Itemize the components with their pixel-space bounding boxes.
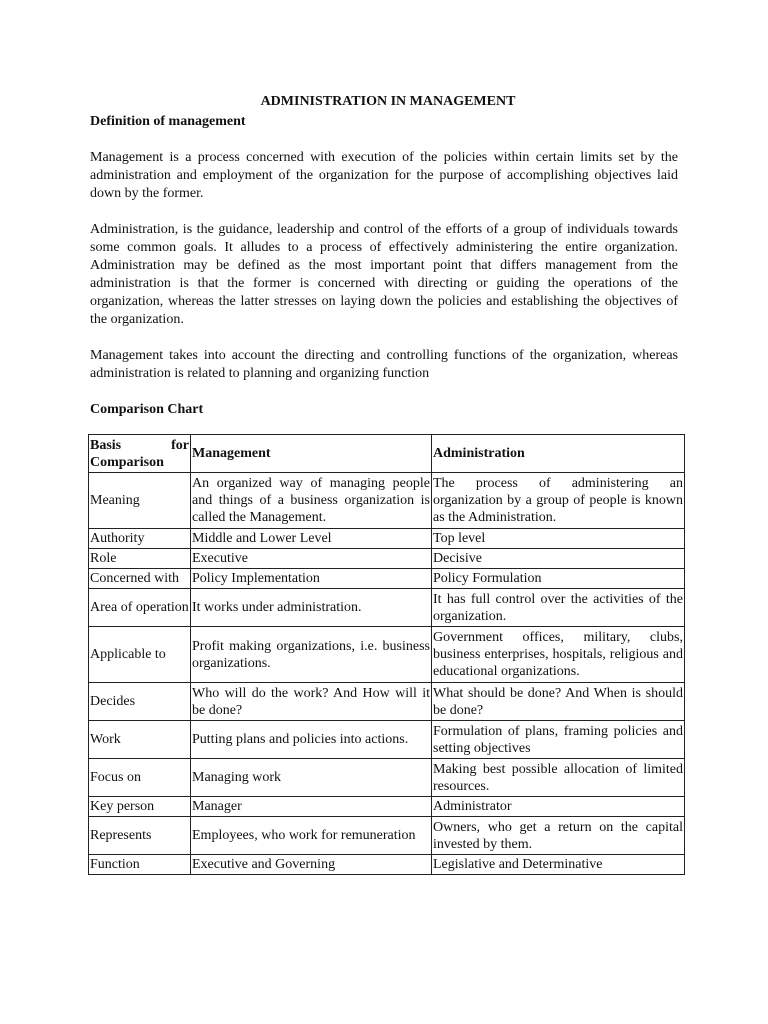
document-page <box>90 93 678 419</box>
row-administration-cell: Decisive <box>432 549 685 569</box>
comparison-table-container <box>88 434 684 875</box>
row-management-cell: Manager <box>191 797 432 817</box>
row-basis-cell: Area of operation <box>89 589 191 627</box>
row-administration-cell: The process of administering an organization by a group of people is known as the Administration. <box>432 473 685 529</box>
row-management-cell: Managing work <box>191 759 432 797</box>
row-administration-cell: Formulation of plans, framing policies and setting objectives <box>432 721 685 759</box>
table-row <box>89 627 685 683</box>
row-basis-cell: Represents <box>89 817 191 855</box>
row-administration-cell: Government offices, military, clubs, business enterprises, hospitals, religious and educational organizations. <box>432 627 685 683</box>
row-management-cell: Executive and Governing <box>191 855 432 875</box>
row-administration-cell: Policy Formulation <box>432 569 685 589</box>
header-administration: Administration <box>432 435 685 473</box>
table-row <box>89 683 685 721</box>
row-basis-cell: Role <box>89 549 191 569</box>
header-basis: Basis for Comparison <box>89 435 191 473</box>
document-title: ADMINISTRATION IN MANAGEMENT <box>260 94 516 109</box>
table-row <box>89 569 685 589</box>
row-management-cell: Who will do the work? And How will it be done? <box>191 683 432 721</box>
row-management-cell: Executive <box>191 549 432 569</box>
table-row <box>89 759 685 797</box>
table-row <box>89 589 685 627</box>
paragraph-management-definition: Management is a process concerned with execution of the policies within certain limits set by the administration and employment of the organization for the purpose of accomplishing objectives laid down by the former. <box>90 150 678 201</box>
table-row <box>89 721 685 759</box>
table-header-row <box>89 435 685 473</box>
table-row <box>89 529 685 549</box>
table-row <box>89 817 685 855</box>
row-basis-cell: Authority <box>89 529 191 549</box>
row-administration-cell: Legislative and Determinative <box>432 855 685 875</box>
table-row <box>89 549 685 569</box>
row-administration-cell: It has full control over the activities of the organization. <box>432 589 685 627</box>
row-basis-cell: Applicable to <box>89 627 191 683</box>
row-basis-cell: Focus on <box>89 759 191 797</box>
row-basis-cell: Meaning <box>89 473 191 529</box>
row-basis-cell: Function <box>89 855 191 875</box>
row-basis-cell: Key person <box>89 797 191 817</box>
table-row <box>89 473 685 529</box>
row-administration-cell: Owners, who get a return on the capital invested by them. <box>432 817 685 855</box>
table-row <box>89 797 685 817</box>
paragraph-management-vs-administration: Management takes into account the directing and controlling functions of the organization, whereas administration is related to planning and organizing function <box>90 348 678 381</box>
header-management: Management <box>191 435 432 473</box>
row-management-cell: An organized way of managing people and things of a business organization is called the Management. <box>191 473 432 529</box>
row-management-cell: Profit making organizations, i.e. business organizations. <box>191 627 432 683</box>
row-administration-cell: Making best possible allocation of limited resources. <box>432 759 685 797</box>
table-row <box>89 855 685 875</box>
comparison-table <box>88 434 685 875</box>
paragraph-administration-definition: Administration, is the guidance, leadership and control of the efforts of a group of individuals towards some common goals. It alludes to a process of effectively administering the entire organization. Administration may be defined as the most important point that differs management from the administration is that the former is concerned with directing or guiding the operations of the organization, whereas the latter stresses on laying down the policies and establishing the objectives of the organization. <box>90 222 678 327</box>
row-administration-cell: What should be done? And When is should be done? <box>432 683 685 721</box>
row-management-cell: Middle and Lower Level <box>191 529 432 549</box>
row-basis-cell: Concerned with <box>89 569 191 589</box>
comparison-heading: Comparison Chart <box>90 402 204 417</box>
row-basis-cell: Decides <box>89 683 191 721</box>
definition-heading: Definition of management <box>90 114 246 129</box>
row-basis-cell: Work <box>89 721 191 759</box>
row-administration-cell: Top level <box>432 529 685 549</box>
row-management-cell: It works under administration. <box>191 589 432 627</box>
row-management-cell: Putting plans and policies into actions. <box>191 721 432 759</box>
row-administration-cell: Administrator <box>432 797 685 817</box>
row-management-cell: Policy Implementation <box>191 569 432 589</box>
row-management-cell: Employees, who work for remuneration <box>191 817 432 855</box>
